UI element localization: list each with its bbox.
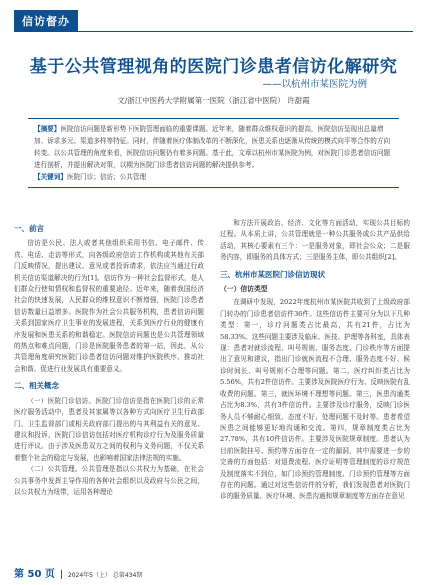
keywords-label: 【关键词】 <box>34 173 67 181</box>
abstract-box <box>28 118 399 188</box>
issue-info: 2024年5（上） 总第434期 <box>67 572 143 579</box>
subsection-heading: （一）信访类型 <box>220 285 268 294</box>
top-rule <box>14 31 413 32</box>
paragraph: （一）医院门诊信访。医院门诊信访是指在医院门诊的正常医疗服务活动中，患者及其家属等以各种方式向医疗卫生行政部门、卫生监督部门或相关政府部门提出的与其利益有关的意见、建议和投诉，医院门诊信访包括对医疗机构诊疗行为及服务质量进行评议。由于涉及医患双方之间的权利与义务问题，不仅关系着整个社会的稳定与发展，也影响着国家法律法规的实施。 <box>14 396 204 462</box>
author-line: 文/浙江中医药大学附属第一医院（浙江省中医院） 许甜霞 <box>117 96 310 105</box>
section-heading-concepts: 二、相关概念 <box>14 381 59 391</box>
paragraph: （二）公共管理。公共管理是指以公共权力为基础，在社会公共事务中发挥主导作用的各种社会组织以及政府与公民之间，以公共权力为纽带，运用各种理论 <box>14 465 204 496</box>
section-heading-status: 三、杭州市某医院门诊信访现状 <box>220 269 325 279</box>
keywords <box>34 171 393 183</box>
article-subtitle: ——以杭州市某医院为例 <box>262 79 367 90</box>
paragraph: 和方法开展政治、经济、文化等方面活动，实现公共目标的过程。从本质上讲，公共管理就是一种公共服务或公共产品供给活动，其核心要素有三个：一是服务对象，即社会公众；二是服务内容，即服务的具体方式；三是服务主体，即公共组织[2]。 <box>220 219 410 262</box>
left-column <box>14 218 204 498</box>
section-heading-intro: 一、前言 <box>14 224 44 233</box>
right-column <box>220 218 410 503</box>
page-number: 第 50 页 <box>14 569 55 580</box>
article-title: 基于公共管理视角的医院门诊患者信访化解研究 <box>29 57 398 77</box>
section-tag: 信访督办 <box>14 10 78 32</box>
abstract-text: 医院信访问题是新形势下医院管理面临的重要课题。近年来，随着群众维权意识的提高，医院信访呈现出总量增加、诉求多元、渠道多样等特征。同时，伴随着医疗体制改革的不断深化，医患关系也逐渐从传统的模式向平等合作的方向转变。以公共管理的角度来看，医院信访问题仍有着多问题。基于此，文章以杭州市某医院为例，对医院门诊患者信访问题进行剖析，并提出解决对策，以期为医院门诊患者信访问题的解决提供参考。 <box>34 125 391 169</box>
footer-divider <box>61 570 62 579</box>
paragraph: 在调研中发现，2022年度杭州市某医院共收到了上级政府部门转办的门诊患者信访件36件。这些信访件主要可分为以下几种类型：第一，诊疗问题类占比最高，共有21件，占比为58.33%。这些问题主要涉及临床、医技、护理等各科室，具体表现：患者对就诊流程、叫号规则、服务态度、门诊秩序等方面提出了意见和建议，指出门诊就医流程不合理、服务态度不好、候诊时间长、叫号规则不合理等问题。第二，医疗纠纷类占比为5.56%，共有2件信访件。主要涉及医院医疗行为、反映医院有乱收费的问题。第三，就医环境不理想等问题。第三，医患沟通类占比为8.3%，共有3件信访件。主要涉及诊疗服务，反映门诊医务人员不够耐心细致、态度不好、处理问题不及时等。患者希望医患之间能够更好地沟通和交流。第四，规章制度类占比为27.78%，共有10件信访件。主要涉及医院规章制度。患者认为目前医院挂号、预约等方面存在一定的漏洞，其中需要进一步的完善的方面包括：对退费流程、医疗证明等管理制度的诊疗规范及制度落实不到位，如门诊预约管理制度、门诊预约管理等方面存在的问题。通过对这些信访件的分析，我们发现患者对医院门诊的服务质量、医疗环境、医患沟通和规章制度等方面存在意见 <box>220 298 410 501</box>
abstract-label: 【摘要】 <box>34 125 61 133</box>
paragraph: 信访是公民、法人或者其他组织采用书信、电子邮件、传真、电话、走访等形式，向各级政府信访工作机构或其他有关部门反映情况，提出建议、意见或者投诉请求，依法应当通过行政机关信访渠道解决的行为[1]。信访作为一种社会监督形式，是人们群众行使知情权和监督权的重要途径。近年来，随着我国经济社会的快速发展，人民群众的维权意识不断增强，医院门诊患者信访数量日益增多。医院作为社会公共服务机构，患者信访问题关系到国家医疗卫生事业的发展进程，关系到医疗行业的健康有序发展和医患关系的和谐稳定。医院信访问题也是公共管理领域的热点和难点问题，门诊是医院服务患者的第一站，因此，从公共管理角度研究医院门诊患者信访问题对维护医院秩序、推动社会和谐、促进行业发展具有重要意义。 <box>14 239 204 373</box>
abstract <box>34 123 393 171</box>
keywords-text: 医院门诊；信访；公共管理 <box>66 173 147 181</box>
page-footer <box>14 565 142 580</box>
